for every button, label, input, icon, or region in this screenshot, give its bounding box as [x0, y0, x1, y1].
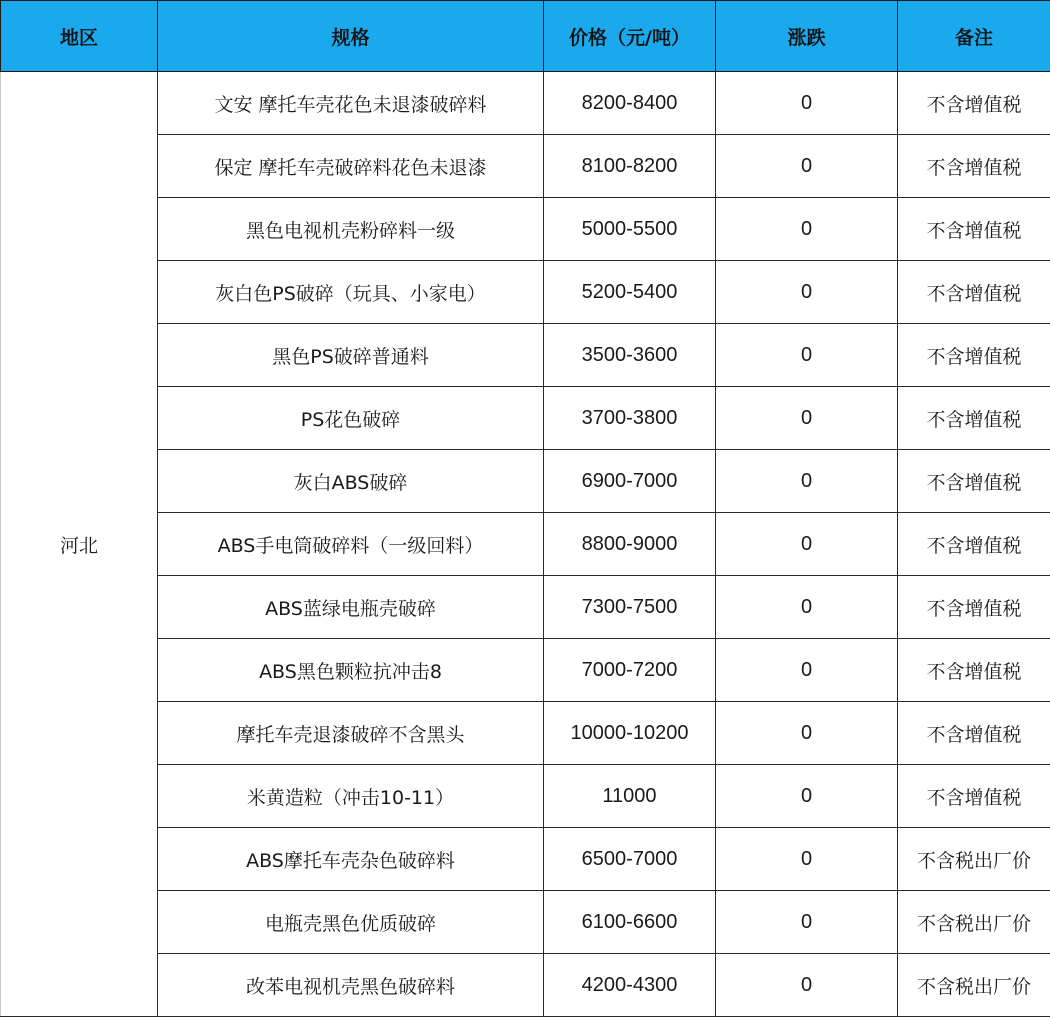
spec-cell: ABS黑色颗粒抗冲击8: [158, 639, 544, 702]
spec-cell: 摩托车壳退漆破碎不含黑头: [158, 702, 544, 765]
note-cell: 不含增值税: [898, 576, 1050, 639]
price-cell: 5000-5500: [544, 198, 716, 261]
spec-cell: PS花色破碎: [158, 387, 544, 450]
table-row: [1, 261, 1050, 324]
note-cell: 不含增值税: [898, 765, 1050, 828]
spec-cell: 米黄造粒（冲击10-11）: [158, 765, 544, 828]
note-cell: 不含增值税: [898, 324, 1050, 387]
change-cell: 0: [716, 702, 898, 765]
spec-cell: 灰白ABS破碎: [158, 450, 544, 513]
price-cell: 6500-7000: [544, 828, 716, 891]
note-cell: 不含增值税: [898, 198, 1050, 261]
price-cell: 3500-3600: [544, 324, 716, 387]
header-price: 价格（元/吨）: [544, 1, 716, 72]
spec-cell: 电瓶壳黑色优质破碎: [158, 891, 544, 954]
table-body: [1, 72, 1050, 1017]
price-cell: 11000: [544, 765, 716, 828]
header-change: 涨跌: [716, 1, 898, 72]
price-cell: 7000-7200: [544, 639, 716, 702]
spec-cell: ABS摩托车壳杂色破碎料: [158, 828, 544, 891]
header-spec: 规格: [158, 1, 544, 72]
region-cell: 河北: [1, 72, 158, 1017]
header-region: 地区: [1, 1, 158, 72]
note-cell: 不含增值税: [898, 639, 1050, 702]
spec-cell: 黑色电视机壳粉碎料一级: [158, 198, 544, 261]
table-header-row: [1, 1, 1050, 72]
table-row: [1, 324, 1050, 387]
table-row: [1, 702, 1050, 765]
change-cell: 0: [716, 828, 898, 891]
note-cell: 不含增值税: [898, 135, 1050, 198]
change-cell: 0: [716, 891, 898, 954]
table-row: [1, 387, 1050, 450]
change-cell: 0: [716, 387, 898, 450]
table-row: [1, 135, 1050, 198]
spec-cell: 保定 摩托车壳破碎料花色未退漆: [158, 135, 544, 198]
change-cell: 0: [716, 765, 898, 828]
change-cell: 0: [716, 261, 898, 324]
spec-cell: 文安 摩托车壳花色未退漆破碎料: [158, 72, 544, 135]
price-cell: 5200-5400: [544, 261, 716, 324]
table-row: [1, 513, 1050, 576]
price-cell: 6100-6600: [544, 891, 716, 954]
spec-cell: ABS手电筒破碎料（一级回料）: [158, 513, 544, 576]
price-cell: 8100-8200: [544, 135, 716, 198]
note-cell: 不含增值税: [898, 702, 1050, 765]
header-note: 备注: [898, 1, 1050, 72]
note-cell: 不含增值税: [898, 513, 1050, 576]
change-cell: 0: [716, 576, 898, 639]
table-row: [1, 639, 1050, 702]
change-cell: 0: [716, 135, 898, 198]
table-row: [1, 954, 1050, 1017]
price-cell: 3700-3800: [544, 387, 716, 450]
table-row: [1, 576, 1050, 639]
table-row: [1, 891, 1050, 954]
spec-cell: ABS蓝绿电瓶壳破碎: [158, 576, 544, 639]
table-row: [1, 828, 1050, 891]
price-cell: 6900-7000: [544, 450, 716, 513]
price-cell: 7300-7500: [544, 576, 716, 639]
change-cell: 0: [716, 450, 898, 513]
change-cell: 0: [716, 513, 898, 576]
change-cell: 0: [716, 324, 898, 387]
note-cell: 不含增值税: [898, 387, 1050, 450]
spec-cell: 灰白色PS破碎（玩具、小家电）: [158, 261, 544, 324]
table-row: [1, 198, 1050, 261]
note-cell: 不含税出厂价: [898, 891, 1050, 954]
price-cell: 4200-4300: [544, 954, 716, 1017]
change-cell: 0: [716, 954, 898, 1017]
price-cell: 8800-9000: [544, 513, 716, 576]
price-cell: 8200-8400: [544, 72, 716, 135]
change-cell: 0: [716, 639, 898, 702]
table-row: [1, 450, 1050, 513]
note-cell: 不含增值税: [898, 261, 1050, 324]
note-cell: 不含税出厂价: [898, 954, 1050, 1017]
table-row: [1, 72, 1050, 135]
note-cell: 不含增值税: [898, 72, 1050, 135]
table-row: [1, 765, 1050, 828]
change-cell: 0: [716, 72, 898, 135]
note-cell: 不含增值税: [898, 450, 1050, 513]
spec-cell: 改苯电视机壳黑色破碎料: [158, 954, 544, 1017]
change-cell: 0: [716, 198, 898, 261]
spec-cell: 黑色PS破碎普通料: [158, 324, 544, 387]
note-cell: 不含税出厂价: [898, 828, 1050, 891]
price-cell: 10000-10200: [544, 702, 716, 765]
